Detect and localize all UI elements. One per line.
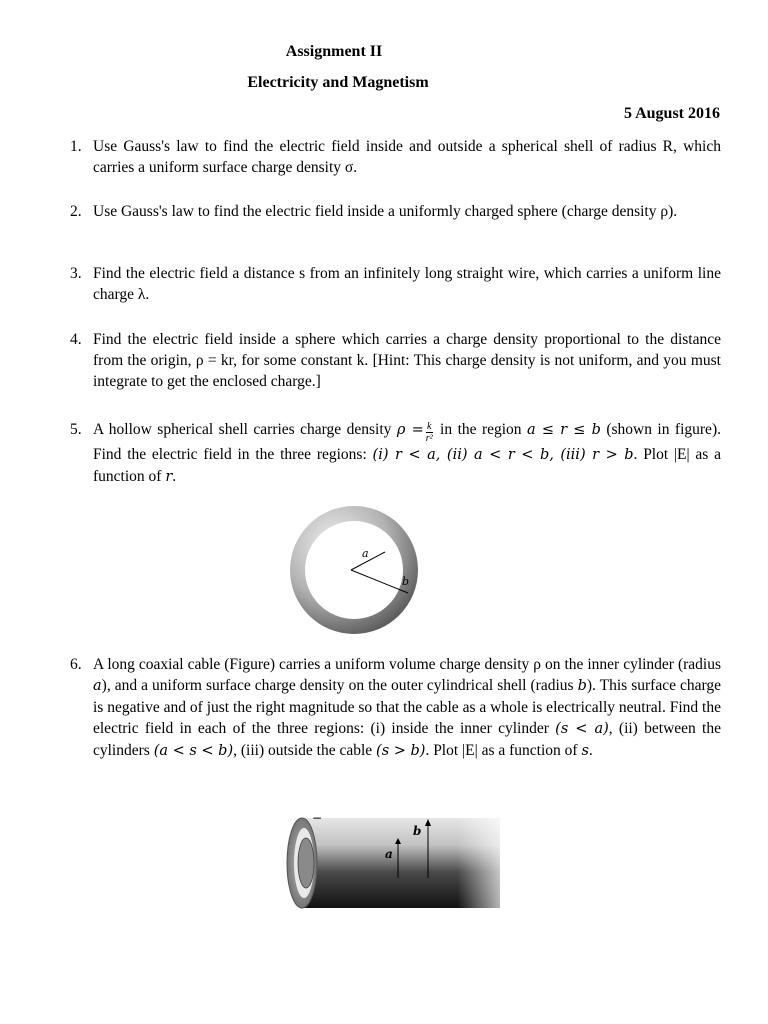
coaxial-cable-figure [280,808,510,920]
question-1 [70,136,721,178]
question-number: 2. [70,203,82,220]
question-2 [70,201,721,222]
text-run: in the region [434,421,527,438]
question-6 [70,654,721,762]
label-a: a [385,847,393,861]
math-rho-equals: ρ = [396,422,424,438]
text-run: . [172,468,177,485]
label-a: a [362,547,369,560]
label-b: b [402,575,410,588]
cable-fade [300,818,510,908]
question-text: Use Gauss's law to find the electric field inside and outside a spherical shell of radius R, which carries a uniform surface charge density σ. [93,138,721,176]
question-number: 4. [70,331,82,348]
question-text: Use Gauss's law to find the electric field inside a uniformly charged sphere (charge density ρ). [93,203,678,220]
question-text: Find the electric field inside a sphere which carries a charge density proportional to the distance from the origin, ρ = kr, for some constant k. [Hint: This charge density is not uniform, and you must integrate to get the enclosed charge.] [93,331,721,390]
text-run: ), and a uniform surface charge density on the outer cylindrical shell (radius [101,677,578,694]
math-fraction [426,421,433,444]
question-text [93,419,721,488]
math-region-2: (a < s < b) [153,743,234,759]
math-region-1: (s < a) [555,721,609,737]
inner-cylinder-end [298,838,314,888]
text-run: . Plot |E| as a function of [425,742,582,759]
math-region: a ≤ r ≤ b [527,422,601,438]
text-run: . [588,742,593,759]
question-number: 3. [70,265,82,282]
question-text: Find the electric field a distance s from an infinitely long straight wire, which carries a uniform line charge λ. [93,265,721,303]
math-a: a [93,678,102,694]
text-run: . Plot |E| as a function of [93,446,721,485]
math-regions: (i) r < a, (ii) a < r < b, (iii) r > b [372,447,634,463]
course-subtitle: Electricity and Magnetism [247,74,429,91]
assignment-title: Assignment II [285,43,383,60]
text-run: A long coaxial cable (Figure) carries a uniform volume charge density ρ on the inner cylinder (radius [93,656,721,673]
math-variable: s [581,743,589,759]
question-number: 6. [70,656,82,673]
math-b: b [577,678,587,694]
assignment-date: 5 August 2016 [623,105,720,122]
text-run: A hollow spherical shell carries charge density [93,421,397,438]
question-number: 1. [70,138,82,155]
label-minus: − [312,811,323,825]
text-run: ). This surface charge is negative and of just the right magnitude so that the cable as a whole is electrically neutral. Find the electric field in each of the three regions: (i) inside the inner cylinder [93,677,721,737]
fraction-numerator: k [426,421,432,432]
fraction-denominator: r² [425,433,433,444]
inner-cavity [305,521,403,619]
question-number: 5. [70,421,82,438]
text-run: , (ii) between the cylinders [93,720,721,759]
text-run: , (iii) outside the cable [233,742,377,759]
spherical-shell-figure [287,505,422,635]
question-text [93,654,721,762]
text-run: (shown in figure). Find the electric field in the three regions: [93,421,721,463]
question-3 [70,263,721,305]
math-variable: r [165,469,173,485]
math-region-3: (s > b) [376,743,426,759]
label-b: b [413,824,422,838]
question-5 [70,419,721,488]
question-4 [70,329,721,392]
